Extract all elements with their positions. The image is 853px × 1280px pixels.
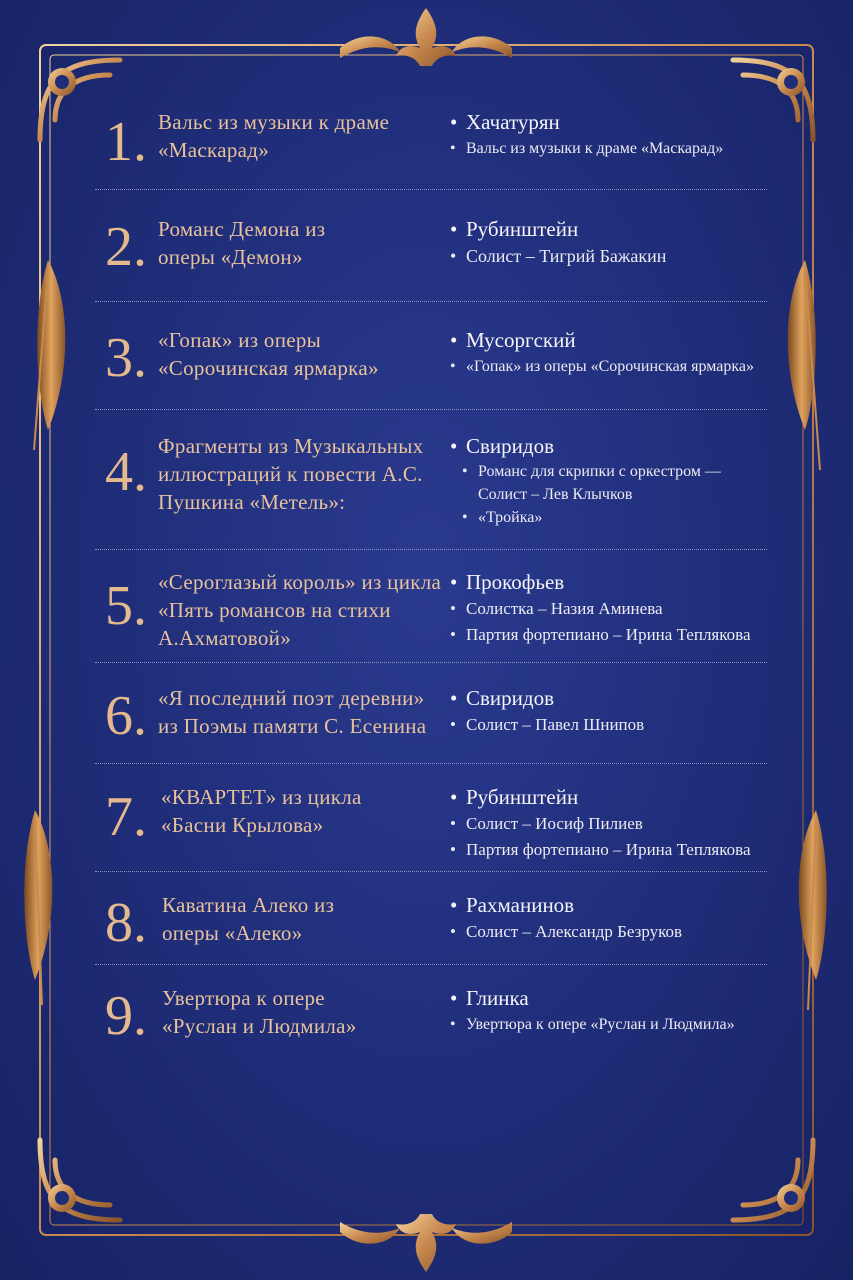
divider [95, 964, 767, 965]
detail-line: • Романс для скрипки с оркестром — [450, 460, 820, 483]
divider [95, 189, 767, 190]
item-title: Романс Демона из оперы «Демон» [158, 217, 326, 269]
detail-line: • Солист – Александр Безруков [450, 919, 820, 945]
divider [95, 549, 767, 550]
item-title: Каватина Алеко из оперы «Алеко» [162, 893, 335, 945]
composer-name: • Рахманинов [450, 891, 820, 919]
item-number: 6. [105, 685, 147, 747]
composer-name: • Глинка [450, 984, 820, 1012]
detail-line: • Вальс из музыки к драме «Маскарад» [450, 136, 820, 162]
detail-line: • «Тройка» [450, 506, 820, 529]
detail-line: • Солист – Тигрий Бажакин [450, 243, 820, 269]
composer-name: • Свиридов [450, 432, 820, 460]
item-title: Увертюра к опере «Руслан и Людмила» [162, 986, 357, 1038]
item-number: 2. [105, 216, 147, 278]
item-number: 4. [105, 441, 147, 503]
divider [95, 871, 767, 872]
item-number: 9. [105, 985, 147, 1047]
composer-name: • Рубинштейн [450, 783, 820, 811]
item-title: «Сероглазый король» из цикла «Пять романсов на стихи А.Ахматовой» [158, 570, 442, 650]
item-number: 1. [105, 111, 147, 173]
divider [95, 662, 767, 663]
composer-name: • Хачатурян [450, 108, 820, 136]
item-number: 3. [105, 327, 147, 389]
item-title: «КВАРТЕТ» из цикла «Басни Крылова» [161, 785, 362, 837]
divider [95, 409, 767, 410]
item-number: 7. [105, 786, 147, 848]
composer-name: • Свиридов [450, 684, 820, 712]
detail-line: • Солистка – Назия Аминева [450, 596, 820, 622]
detail-line: • Партия фортепиано – Ирина Теплякова [450, 622, 820, 648]
detail-line: • Увертюра к опере «Руслан и Людмила» [450, 1012, 820, 1038]
composer-name: • Рубинштейн [450, 215, 820, 243]
composer-name: • Прокофьев [450, 568, 820, 596]
divider [95, 301, 767, 302]
detail-line: • «Гопак» из оперы «Сорочинская ярмарка» [450, 354, 820, 380]
item-title: Вальс из музыки к драме «Маскарад» [158, 110, 390, 162]
detail-line: • Солист – Иосиф Пилиев [450, 811, 820, 837]
composer-name: • Мусоргский [450, 326, 820, 354]
item-number: 5. [105, 575, 147, 637]
item-title: «Гопак» из оперы «Сорочинская ярмарка» [158, 328, 379, 380]
detail-line: • Солист – Павел Шнипов [450, 712, 820, 738]
item-title: «Я последний поэт деревни» из Поэмы памяти С. Есенина [158, 686, 427, 738]
item-number: 8. [105, 892, 147, 954]
item-title: Фрагменты из Музыкальных иллюстраций к повести А.С. Пушкина «Метель»: [158, 434, 424, 514]
divider [95, 763, 767, 764]
detail-line: Солист – Лев Клычков [478, 486, 633, 503]
detail-line: • Партия фортепиано – Ирина Теплякова [450, 837, 820, 863]
